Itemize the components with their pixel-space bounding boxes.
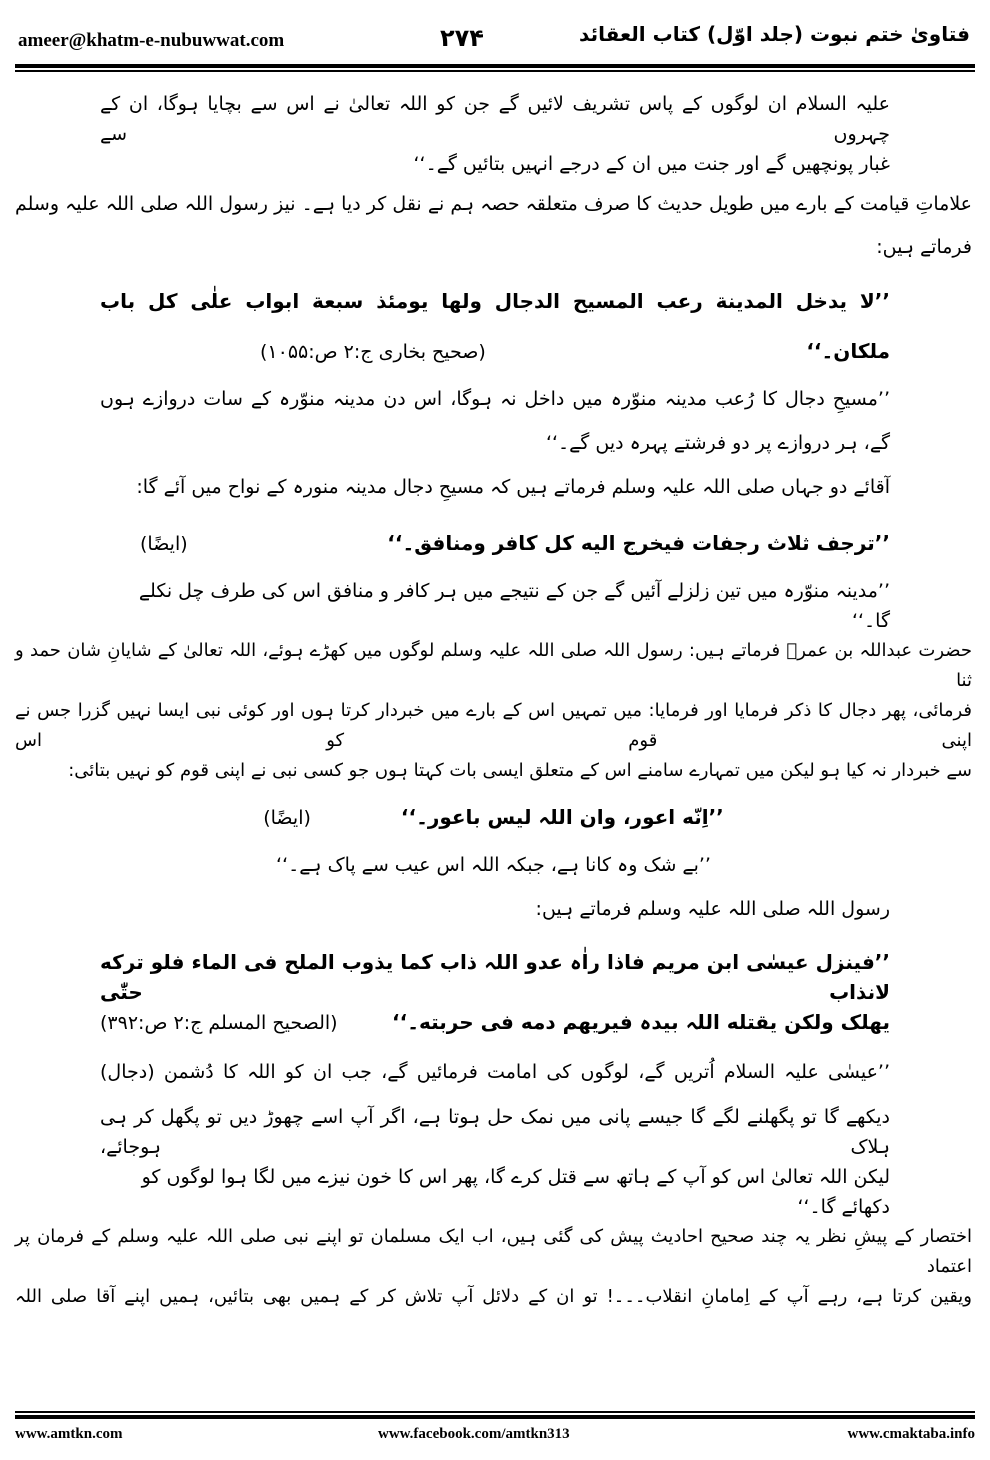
page-number: ۲۷۴ — [440, 24, 484, 52]
arabic-hadith-line: ’’فینزل عیسٰی ابن مریم فاذا راٰہ عدو اللہ ذاب کما یذوب الملح فی الماء فلو ترکه لانذاب حتّٰی — [100, 950, 890, 1004]
hadith-citation-row — [100, 1007, 890, 1057]
text-line: علاماتِ قیامت کے بارے میں طویل حدیث کا صرف متعلقہ حصہ ہم نے نقل کر دیا ہے۔ نیز رسول اللہ صلی اللہ علیہ وسلم — [15, 193, 972, 215]
footer-rule — [15, 1415, 975, 1419]
text-line: رسول اللہ صلی اللہ علیہ وسلم فرماتے ہیں: — [535, 898, 890, 920]
text-line: ’’بے شک وہ کانا ہے، جبکہ اللہ اس عیب سے پاک ہے۔‘‘ — [276, 854, 711, 876]
footer-link-amtkn[interactable]: www.amtkn.com — [15, 1426, 123, 1442]
arabic-hadith-line: ’’ترجف ثلاث رجفات فیخرج الیه کل کافر ومنافق۔‘‘ — [387, 531, 890, 555]
arabic-hadith-line: یھلک ولکن یقتله اللہ بیدہ فیریھم دمه فی حربته۔‘‘ — [392, 1010, 890, 1034]
text-line: آقائے دو جہاں صلی اللہ علیہ وسلم فرماتے ہیں کہ مسیحِ دجال مدینہ منورہ کے نواح میں آئے گا: — [136, 476, 890, 498]
arabic-hadith-line: ’’اِنّه اعور، وان اللہ لیس باعور۔‘‘ — [400, 805, 724, 829]
text-line: گے، ہر دروازے پر دو فرشتے پہرہ دیں گے۔‘‘ — [545, 432, 890, 454]
header-rule-thin — [15, 70, 975, 72]
citation: (ایضًا) — [263, 807, 311, 829]
arabic-hadith-line: ملکان۔‘‘ — [806, 339, 890, 363]
text-line: ویقین کرتا ہے، رہے آپ کے اِمامانِ انقلاب۔۔۔! تو ان کے دلائل آپ تلاش کر کے ہمیں بھی بتائیں، ہمیں اپنے آقا صلی اللہ — [15, 1286, 972, 1307]
page-footer — [0, 1411, 990, 1460]
text-line: حضرت عبداللہ بن عمرؓ فرماتے ہیں: رسول اللہ صلی اللہ علیہ وسلم لوگوں میں کھڑے ہوئے، اللہ تعالیٰ کے شایانِ شان حمد و ثنا — [15, 640, 972, 691]
citation: (صحیح بخاری ج:۲ ص:۱۰۵۵) — [260, 341, 486, 363]
footer-link-cmaktaba[interactable]: www.cmaktaba.info — [847, 1426, 975, 1442]
hadith-citation-row — [100, 336, 890, 384]
citation: (ایضًا) — [140, 533, 188, 555]
footer-rule-thin — [15, 1411, 975, 1413]
citation: (الصحیح المسلم ج:۲ ص:۳۹۲) — [100, 1012, 338, 1034]
arabic-hadith-line: ’’لا یدخل المدینة رعب المسیح الدجال ولها یومئذ سبعة ابواب علٰی کل باب — [100, 289, 890, 313]
hadith-citation-row — [100, 528, 890, 576]
hadith-citation-row — [15, 802, 972, 850]
text-line: ’’مسیحِ دجال کا رُعب مدینہ منوّرہ میں داخل نہ ہوگا، اس دن مدینہ منوّرہ کے سات دروازے ہوں — [100, 388, 890, 410]
text-line: غبار پونچھیں گے اور جنت میں ان کے درجے انہیں بتائیں گے۔‘‘ — [413, 153, 890, 175]
text-line: فرمائی، پھر دجال کا ذکر فرمایا اور فرمایا: میں تمہیں اس کے بارے میں خبردار کرتا ہوں اور کوئی نبی ایسا نہیں گزرا جس نے اپنی قوم کو اس — [15, 700, 972, 751]
header-email: ameer@khatm-e-nubuwwat.com — [18, 30, 285, 51]
text-line: فرماتے ہیں: — [876, 236, 972, 258]
text-line: دیکھے گا تو پگھلنے لگے گا جیسے پانی میں نمک حل ہوتا ہے، اگر آپ اسے چھوڑ دیں تو پگھل کر ہی ہلاک ہوجائے، — [100, 1106, 890, 1158]
book-title: فتاویٰ ختم نبوت (جلد اوّل) کتاب العقائد — [579, 22, 970, 46]
text-line: علیہ السلام ان لوگوں کے پاس تشریف لائیں گے جن کو اللہ تعالیٰ نے اس سے بچایا ہوگا، ان کے چہروں سے — [100, 93, 890, 145]
footer-link-facebook[interactable]: www.facebook.com/amtkn313 — [378, 1426, 570, 1442]
header-rule — [15, 64, 975, 68]
text-line: ’’مدینہ منوّرہ میں تین زلزلے آئیں گے جن کے نتیجے میں ہر کافر و منافق اس کی طرف چل نکلے گا۔‘‘ — [138, 580, 890, 632]
text-line: اختصار کے پیشِ نظر یہ چند صحیح احادیث پیش کی گئی ہیں، اب ایک مسلمان تو اپنے نبی صلی اللہ علیہ وسلم کے فرمان پر اعتماد — [15, 1226, 972, 1277]
text-line: لیکن اللہ تعالیٰ اس کو آپ کے ہاتھ سے قتل کرے گا، پھر اس کا خون نیزے میں لگا ہوا لوگوں کو دکھائے گا۔‘‘ — [141, 1166, 890, 1218]
page-body — [15, 89, 972, 1325]
text-line: ’’عیسٰی علیہ السلام اُتریں گے، لوگوں کی امامت فرمائیں گے، جب ان کو اللہ کا دُشمن (دجال) — [100, 1061, 890, 1083]
text-line: سے خبردار نہ کیا ہو لیکن میں تمہارے سامنے اس کے متعلق ایسی بات کہتا ہوں جو کسی نبی نے اپنی قوم کو نہیں بتائی: — [68, 760, 972, 781]
